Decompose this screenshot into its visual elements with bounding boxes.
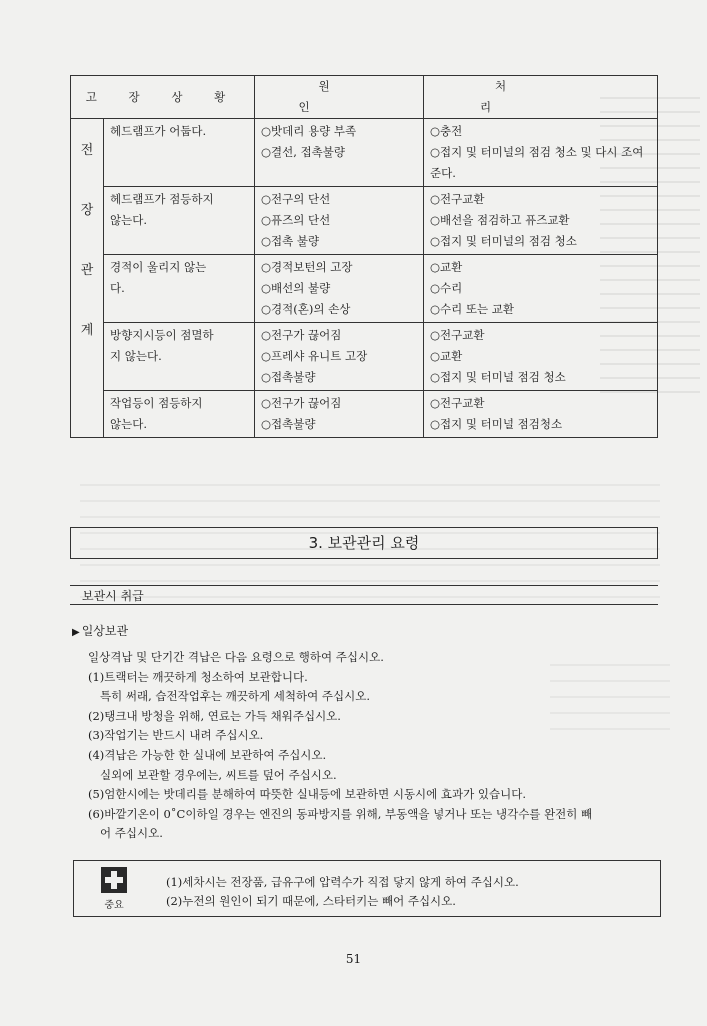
cause-cell-line: ○프레샤 유니트 고장 <box>261 349 368 363</box>
important-note-box <box>73 860 661 917</box>
symptom-cell <box>104 187 255 255</box>
cause-cell-line: ○퓨즈의 단선 <box>261 213 331 227</box>
symptom-cell-line: 방향지시등이 점멸하 <box>110 328 214 342</box>
action-cell-line: ○수리 또는 교환 <box>430 302 514 316</box>
daily-storage-label-text: 일상보관 <box>81 624 129 638</box>
cause-cell <box>255 187 424 255</box>
action-cell-line: ○교환 <box>430 260 463 274</box>
header-symptom-label: 고 장 상 황 <box>85 89 240 104</box>
cause-cell <box>255 323 424 391</box>
action-cell <box>424 255 658 323</box>
header-cause <box>255 76 424 119</box>
action-cell-line: ○접지 및 터미널 점검청소 <box>430 417 563 431</box>
cause-cell-line: ○접촉불량 <box>261 417 316 431</box>
instruction-item: 특히 써래, 습전작업후는 깨끗하게 세척하여 주십시오. <box>100 689 370 704</box>
page-number: 51 <box>345 952 362 966</box>
symptom-cell-line: 헤드램프가 점등하지 <box>110 192 214 206</box>
cause-cell-line: ○전구의 단선 <box>261 192 331 206</box>
header-cause-label: 원 인 <box>298 79 400 114</box>
cross-icon <box>101 867 127 893</box>
action-cell-line: ○전구교환 <box>430 396 485 410</box>
cause-cell-line: ○전구가 끊어짐 <box>261 396 342 410</box>
header-symptom <box>71 76 255 119</box>
symptom-cell-line: 지 않는다. <box>110 349 162 363</box>
instruction-item: (4)격납은 가능한 한 실내에 보관하여 주십시오. <box>88 747 327 762</box>
note-line: (1)세차시는 전장품, 급유구에 압력수가 직접 닿지 않게 하여 주십시오. <box>166 875 519 889</box>
action-cell-line: ○접지 및 터미널의 점검 청소 <box>430 234 577 248</box>
action-cell <box>424 391 658 438</box>
cause-cell <box>255 255 424 323</box>
instruction-item: (6)바깥기온이 0˚C이하일 경우는 엔진의 동파방지를 위해, 부동액을 넣거나 또는 냉각수를 완전히 빼 <box>88 806 593 821</box>
cause-cell-line: ○배선의 불량 <box>261 281 331 295</box>
cause-cell-line: ○접촉 불량 <box>261 234 320 248</box>
action-cell-line: ○전구교환 <box>430 328 485 342</box>
cause-cell-line: ○접촉불량 <box>261 370 316 384</box>
instruction-item: 실외에 보관할 경우에는, 씨트를 덮어 주십시오. <box>100 767 337 782</box>
cause-cell-line: ○전구가 끊어짐 <box>261 328 342 342</box>
cause-cell-line: ○밧데리 용량 부족 <box>261 124 357 138</box>
header-action-label: 처 리 <box>479 79 617 114</box>
instruction-item: 어 주십시오. <box>100 826 163 841</box>
action-cell-line: ○배선을 점검하고 퓨즈교환 <box>430 213 570 227</box>
symptom-cell <box>104 391 255 438</box>
storage-instructions <box>88 648 668 844</box>
important-badge <box>94 867 134 911</box>
action-cell <box>424 119 658 187</box>
table-row <box>71 187 658 255</box>
action-cell <box>424 187 658 255</box>
table-header-row <box>71 76 658 119</box>
instruction-list <box>88 668 668 844</box>
cause-cell <box>255 391 424 438</box>
action-cell-line: ○교환 <box>430 349 463 363</box>
instruction-item: (2)탱크내 방청을 위해, 연료는 가득 채워주십시오. <box>88 708 341 723</box>
symptom-cell-line: 않는다. <box>110 213 147 227</box>
action-cell-line: ○접지 및 터미널의 점검 청소 및 다시 조여준다. <box>430 145 644 180</box>
symptom-cell-line: 경적이 울리지 않는 <box>110 260 207 274</box>
instruction-item: (5)엄한시에는 밧데리를 분해하여 따뜻한 실내등에 보관하면 시동시에 효과가 있습니다. <box>88 787 527 802</box>
symptom-cell-line: 다. <box>110 281 125 295</box>
group-label-char: 전 <box>80 143 94 158</box>
symptom-cell <box>104 119 255 187</box>
group-label-char: 계 <box>80 323 94 338</box>
symptom-cell-line: 않는다. <box>110 417 147 431</box>
symptom-cell-line: 헤드램프가 어둡다. <box>110 124 207 138</box>
important-label: 중요 <box>104 900 124 911</box>
group-label-electrical <box>71 119 104 438</box>
action-cell-line: ○충전 <box>430 124 463 138</box>
group-label-char: 관 <box>80 263 94 278</box>
cause-cell-line: ○경적보턴의 고장 <box>261 260 353 274</box>
section-title: 3. 보관관리 요령 <box>70 527 658 559</box>
action-cell-line: ○전구교환 <box>430 192 485 206</box>
action-cell-line: ○수리 <box>430 281 463 295</box>
action-cell <box>424 323 658 391</box>
triangle-icon: ▶ <box>72 627 80 638</box>
daily-storage-label <box>72 622 128 639</box>
cause-cell <box>255 119 424 187</box>
note-line: (2)누전의 원인이 되기 때문에, 스타터키는 빼어 주십시오. <box>166 894 456 908</box>
symptom-cell-line: 작업등이 점등하지 <box>110 396 203 410</box>
table-row <box>71 255 658 323</box>
table-row <box>71 119 658 187</box>
instruction-item: (1)트랙터는 깨끗하게 청소하여 보관합니다. <box>88 669 308 684</box>
intro-text: 일상격납 및 단기간 격납은 다음 요령으로 행하여 주십시오. <box>88 650 384 664</box>
table-row <box>71 391 658 438</box>
symptom-cell <box>104 255 255 323</box>
action-cell-line: ○접지 및 터미널 점검 청소 <box>430 370 566 384</box>
subheading: 보관시 취급 <box>70 585 658 605</box>
table-row <box>71 323 658 391</box>
symptom-cell <box>104 323 255 391</box>
header-action <box>424 76 658 119</box>
cause-cell-line: ○경적(혼)의 손상 <box>261 302 351 316</box>
cause-cell-line: ○결선, 접촉불량 <box>261 145 345 159</box>
troubleshooting-table <box>70 75 658 438</box>
group-label-char: 장 <box>80 203 94 218</box>
important-note-lines <box>166 873 519 911</box>
instruction-item: (3)작업기는 반드시 내려 주십시오. <box>88 728 264 743</box>
